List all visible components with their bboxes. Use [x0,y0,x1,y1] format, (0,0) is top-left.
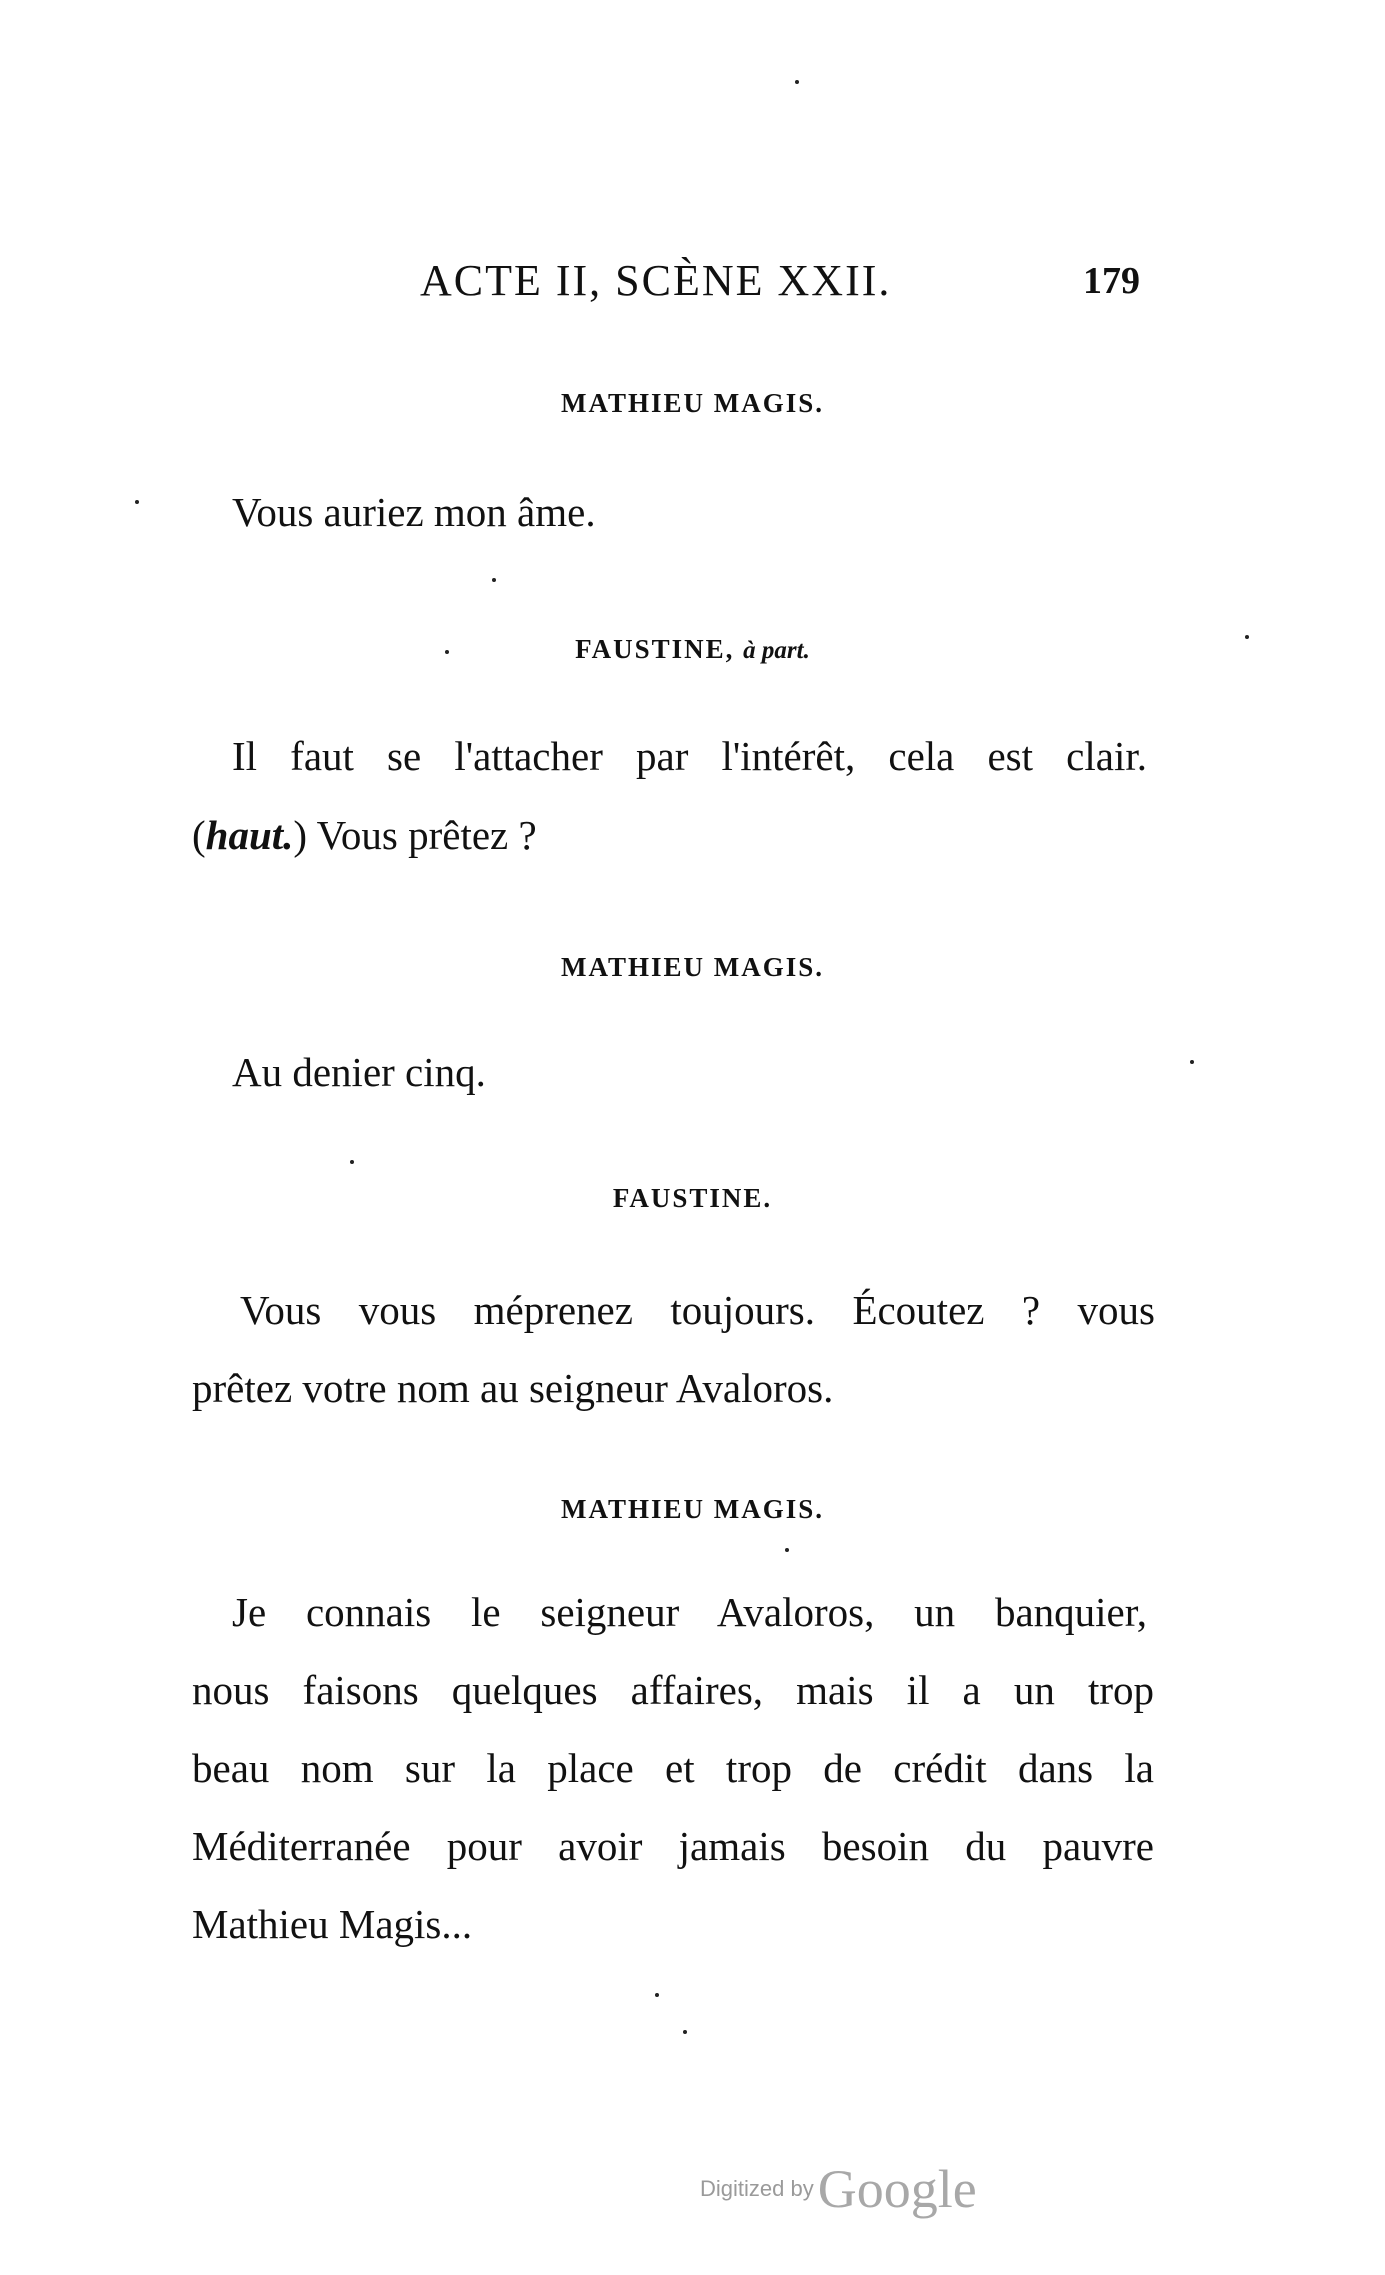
page-number: 179 [1083,260,1140,302]
running-head [420,255,1140,315]
speaker-name: MATHIEU MAGIS. [560,388,824,418]
dialogue-line: nous faisons quelques affaires, mais il a un trop [192,1667,1154,1713]
speaker-name: MATHIEU MAGIS. [560,952,824,982]
dialogue-line: Méditerranée pour avoir jamais besoin du pauvre [192,1823,1154,1869]
scan-speck [795,80,799,84]
dialogue-line: Il faut se l'attacher par l'intérêt, cela est clair. [232,733,1147,779]
scan-speck [445,650,449,654]
dialogue-line: beau nom sur la place et trop de crédit dans la [192,1745,1154,1791]
dialogue-line: Mathieu Magis... [192,1901,473,1947]
scan-speck [135,500,139,504]
dialogue-line-with-direction: (haut.) Vous prêtez ? [192,812,537,858]
scan-speck [683,2030,687,2034]
stage-aside: à part. [743,637,810,664]
scan-speck [785,1548,789,1552]
speaker-name: FAUSTINE. [612,1183,773,1213]
dialogue-line: Je connais le seigneur Avaloros, un banquier, [232,1589,1147,1635]
dialogue-line: Vous vous méprenez toujours. Écoutez ? vous [240,1287,1155,1333]
speaker-name-with-aside [0,634,1385,665]
digitized-by-label: Digitized by [700,2176,814,2201]
dialogue-line: prêtez votre nom au seigneur Avaloros. [192,1365,834,1411]
scan-speck [655,1993,659,1997]
speaker-name: FAUSTINE, [575,634,735,664]
stage-direction: haut. [205,812,294,858]
scan-speck [1190,1060,1194,1064]
dialogue-line: Vous auriez mon âme. [232,489,596,535]
speaker-name: MATHIEU MAGIS. [560,1494,824,1524]
dialogue-line: Vous prêtez ? [316,812,537,858]
scan-speck [350,1160,354,1164]
running-title: ACTE II, SCÈNE XXII. [420,256,892,305]
digitization-footer [700,2158,977,2218]
scan-speck [1245,635,1249,639]
scan-speck [492,578,496,582]
google-logo: Google [817,2159,977,2219]
dialogue-line: Au denier cinq. [232,1049,486,1095]
